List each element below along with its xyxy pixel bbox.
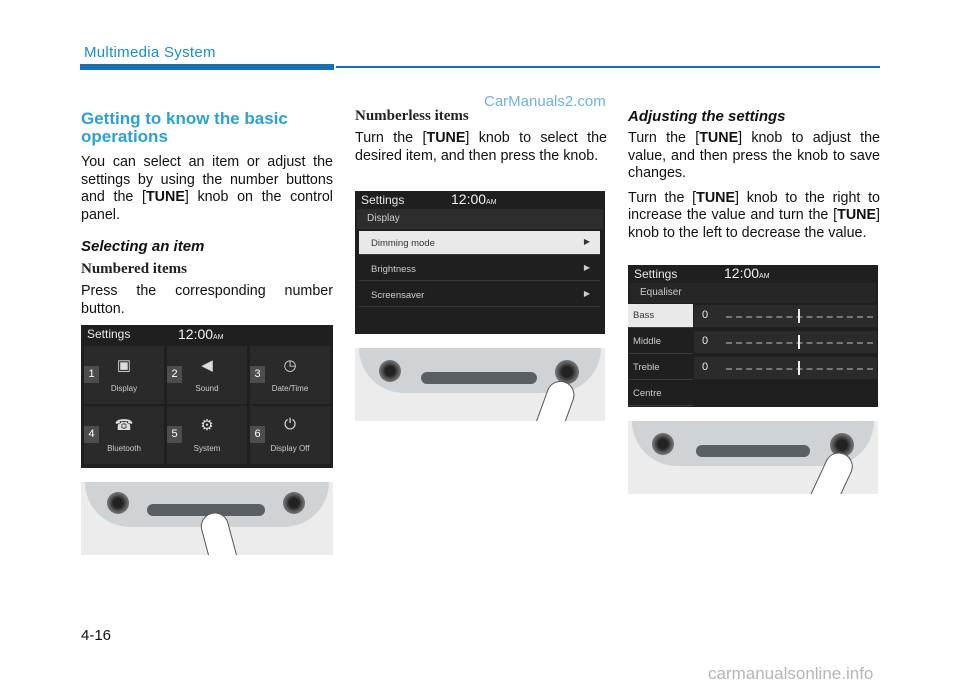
subheading-adjusting-settings: Adjusting the settings bbox=[628, 108, 786, 125]
menu-item-screensaver[interactable]: Screensaver ▶ bbox=[359, 283, 600, 307]
tile-number: 3 bbox=[250, 366, 265, 383]
numberless-body: Turn the [TUNE] knob to select the desired item, and then press the knob. bbox=[355, 130, 607, 164]
tile-bluetooth[interactable] bbox=[84, 406, 164, 464]
chevron-right-icon: ▶ bbox=[583, 289, 590, 298]
adjust-paragraph-1: Turn the [TUNE] knob to adjust the value, and then press the knob to save changes. bbox=[628, 130, 880, 181]
tile-label: System bbox=[193, 444, 221, 453]
header-bar-dark bbox=[80, 64, 334, 70]
bluetooth-phone-icon: ☎ bbox=[114, 417, 134, 434]
menu-item-dimming-mode[interactable]: Dimming mode ▶ bbox=[359, 231, 600, 255]
chevron-right-icon: ▶ bbox=[583, 237, 590, 246]
display-section-header: Display bbox=[357, 209, 603, 229]
number-button-row bbox=[421, 372, 537, 384]
display-off-icon: ⏻ bbox=[284, 416, 296, 433]
eq-row-bass[interactable]: Bass bbox=[628, 304, 693, 328]
clock-icon: ◷ bbox=[283, 357, 297, 374]
tile-number: 6 bbox=[250, 426, 265, 443]
volume-knob bbox=[107, 492, 129, 514]
column-2 bbox=[355, 108, 607, 165]
numbered-items-body: Press the corresponding number button. bbox=[81, 283, 333, 317]
image-icon: ▣ bbox=[116, 357, 132, 374]
volume-knob bbox=[379, 360, 401, 382]
eq-value: 0 bbox=[702, 309, 709, 321]
screen-title: Settings bbox=[87, 327, 131, 341]
control-panel-photo-2 bbox=[355, 348, 605, 421]
intro-paragraph: You can select an item or adjust the settings by using the number buttons and the [TUNE] knob on the control panel. bbox=[81, 154, 333, 223]
speaker-icon: ◀ bbox=[201, 357, 213, 374]
tile-system[interactable] bbox=[167, 406, 247, 464]
adjust-paragraph-2: Turn the [TUNE] knob to the right to increase the value and turn the [TUNE] knob to the left to decrease the value. bbox=[628, 189, 880, 241]
control-panel-photo-1 bbox=[81, 482, 333, 555]
eq-value: 0 bbox=[702, 361, 709, 373]
subheading-selecting-item: Selecting an item bbox=[81, 238, 205, 255]
subsub-numberless-items: Numberless items bbox=[355, 108, 469, 124]
tile-number: 1 bbox=[84, 366, 99, 383]
tile-display[interactable] bbox=[84, 346, 164, 404]
gear-icon: ⚙ bbox=[200, 417, 214, 434]
watermark-top: CarManuals2.com bbox=[484, 93, 606, 110]
heading-basic-operations: Getting to know the basic operations bbox=[81, 109, 288, 146]
tile-sound[interactable] bbox=[167, 346, 247, 404]
control-panel-photo-3 bbox=[628, 421, 878, 494]
tile-number: 2 bbox=[167, 366, 182, 383]
column-1 bbox=[81, 110, 333, 318]
section-title: Multimedia System bbox=[84, 44, 216, 61]
eq-marker bbox=[798, 309, 800, 323]
menu-item-brightness[interactable]: Brightness ▶ bbox=[359, 257, 600, 281]
tile-number: 5 bbox=[167, 426, 182, 443]
page-number: 4-16 bbox=[81, 627, 112, 644]
tile-label: Display bbox=[110, 384, 138, 393]
tile-label: Bluetooth bbox=[107, 444, 141, 453]
screen-clock: 12:00AM bbox=[724, 265, 770, 281]
number-button-row bbox=[696, 445, 810, 457]
watermark-bottom: carmanualsonline.info bbox=[708, 664, 874, 683]
subsub-numbered-items: Numbered items bbox=[81, 261, 187, 277]
column-3 bbox=[628, 108, 880, 242]
eq-slider[interactable] bbox=[694, 331, 877, 353]
equaliser-section-header: Equaliser bbox=[630, 283, 876, 303]
eq-row-centre[interactable]: Centre bbox=[628, 382, 693, 406]
header-bar-light bbox=[336, 66, 880, 68]
screen-title: Settings bbox=[634, 267, 678, 281]
tile-number: 4 bbox=[84, 426, 99, 443]
equaliser-screen bbox=[628, 265, 878, 407]
eq-marker bbox=[798, 361, 800, 375]
chevron-right-icon: ▶ bbox=[583, 263, 590, 272]
tile-date-time[interactable] bbox=[250, 346, 330, 404]
display-settings-screen bbox=[355, 191, 605, 334]
eq-slider[interactable] bbox=[694, 357, 877, 379]
tile-label: Date/Time bbox=[271, 384, 309, 393]
eq-row-treble[interactable]: Treble bbox=[628, 356, 693, 380]
eq-value: 0 bbox=[702, 335, 709, 347]
screen-clock: 12:00AM bbox=[178, 326, 224, 342]
eq-slider[interactable] bbox=[694, 305, 877, 327]
eq-marker bbox=[798, 335, 800, 349]
tune-knob bbox=[283, 492, 305, 514]
eq-row-middle[interactable]: Middle bbox=[628, 330, 693, 354]
screen-title: Settings bbox=[361, 193, 405, 207]
tile-display-off[interactable] bbox=[250, 406, 330, 464]
tile-label: Display Off bbox=[270, 444, 310, 453]
tile-label: Sound bbox=[195, 384, 219, 393]
volume-knob bbox=[652, 433, 674, 455]
screen-clock: 12:00AM bbox=[451, 191, 497, 207]
settings-grid-screen bbox=[81, 325, 333, 468]
